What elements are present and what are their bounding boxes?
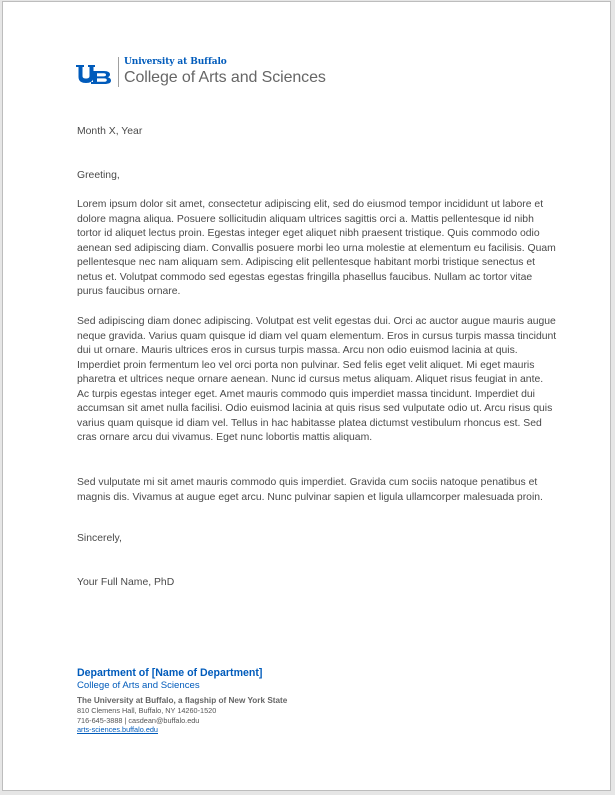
paragraph-text: Sed adipiscing diam donec adipiscing. Volutpat est velit egestas dui. Orci ac auctor augue mauris augue neque gravida. Varius quam quisque id diam vel quam elementum. Eros in cursus turpis massa tincidunt dui ut ornare. Mauris ultrices eros in cursus turpis massa. Arcu non odio euismod lacinia at quis. Imperdiet proin fermentum leo vel orci porta non pulvinar. Sed felis eget velit aliquet. Mi eget mauris pharetra et ultrices neque ornare aenean. Nunc id cursus metus aliquam. Aliquet risus feugiat in ante. Ac turpis egestas integer eget. Amet mauris commodo quis imperdiet massa tincidunt. Imperdiet dui accumsan sit amet nulla facilisi. Odio euismod lacinia at quis risus sed vulputate odio ut. Arcu risus quis varius quam quisque id diam vel. Tellus in hac habitasse platea dictumst vestibulum rhoncus est. Sed cras ornare arcu dui vivamus. Eget nunc lobortis mattis aliquam. bbox=[77, 316, 557, 443]
college-name: College of Arts and Sciences bbox=[124, 69, 326, 86]
footer-college: College of Arts and Sciences bbox=[77, 680, 200, 691]
letter-date: Month X, Year bbox=[77, 126, 143, 137]
footer-department: Department of [Name of Department] bbox=[77, 667, 263, 679]
body-paragraph-2 bbox=[77, 315, 557, 446]
ub-logo-icon bbox=[76, 63, 112, 85]
logo-divider bbox=[118, 57, 119, 87]
paragraph-text: Sed vulputate mi sit amet mauris commodo quis imperdiet. Gravida cum sociis natoque penatibus et magnis dis. Vivamus at augue eget arcu. Nunc pulvinar sapien et ligula ullamcorper malesuada proin. bbox=[77, 477, 543, 503]
paragraph-text: Lorem ipsum dolor sit amet, consectetur adipiscing elit, sed do eiusmod tempor incididunt ut labore et dolore magna aliqua. Posuere sollicitudin aliquam ultrices sagittis orci a. Mattis pellentesque id nibh tortor id aliquet lectus proin. Egestas integer eget aliquet nibh praesent tristique. Quis commodo odio aenean sed adipiscing diam. Convallis posuere morbi leo urna molestie at elementum eu facilisis. Quam pellentesque nec nam aliquam sem. Adipiscing elit pellentesque habitant morbi tristique senectus et netus et. Volutpat commodo sed egestas egestas fringilla phasellus faucibus. Nullam ac tortor vitae purus faucibus ornare. bbox=[77, 199, 556, 297]
footer-website-link[interactable]: arts-sciences.buffalo.edu bbox=[77, 725, 158, 734]
body-paragraph-3 bbox=[77, 476, 557, 505]
letter-closing: Sincerely, bbox=[77, 533, 122, 544]
letter-signature: Your Full Name, PhD bbox=[77, 577, 175, 588]
body-paragraph-1 bbox=[77, 198, 557, 300]
letter-footer bbox=[77, 667, 477, 735]
footer-address: 810 Clemens Hall, Buffalo, NY 14260-1520 bbox=[77, 706, 217, 715]
footer-tagline: The University at Buffalo, a flagship of New York State bbox=[77, 696, 288, 705]
letterhead-logo bbox=[76, 56, 326, 88]
university-name: University at Buffalo bbox=[124, 57, 227, 67]
footer-contact: 716-645-3888 | casdean@buffalo.edu bbox=[77, 715, 200, 725]
letter-greeting: Greeting, bbox=[77, 170, 120, 181]
letter-page bbox=[2, 1, 611, 791]
